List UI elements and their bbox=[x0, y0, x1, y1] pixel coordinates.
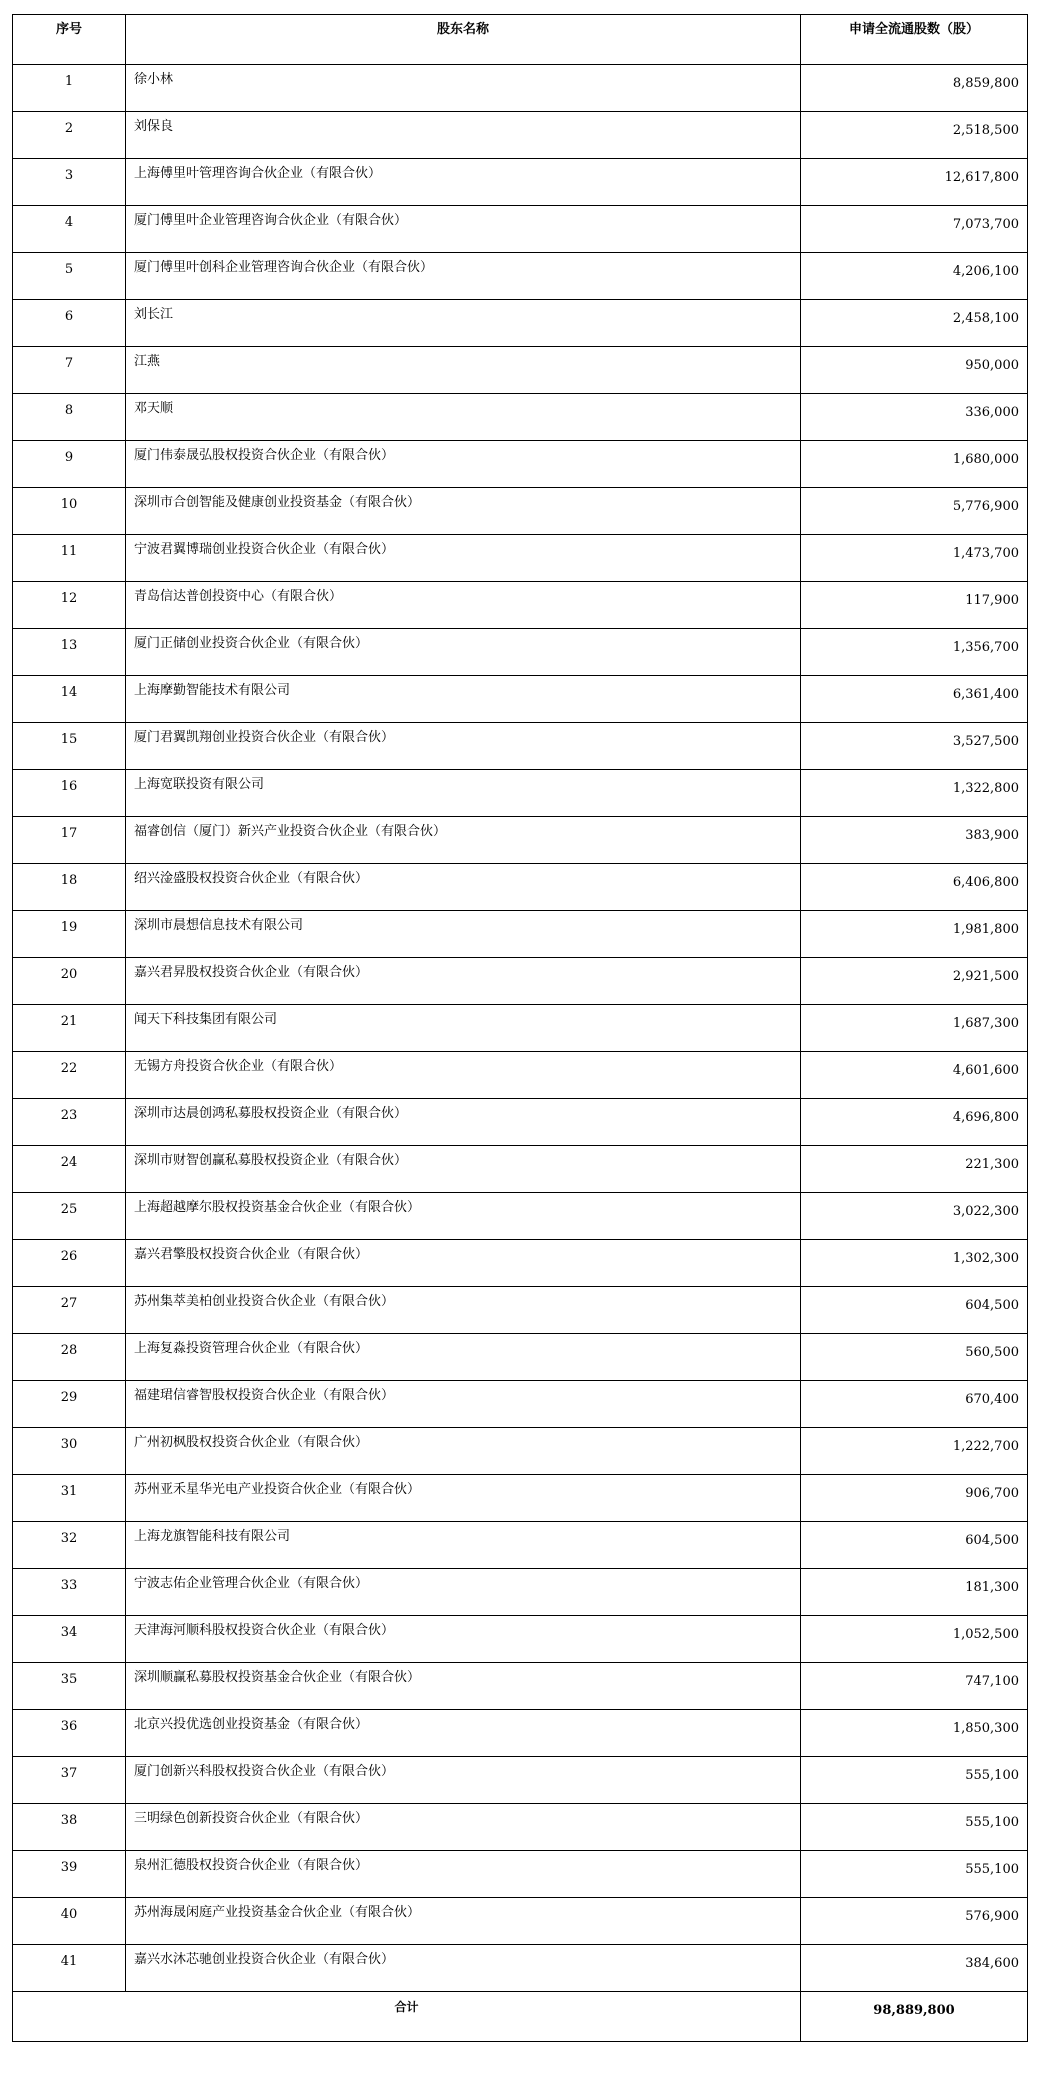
table-row bbox=[13, 1945, 1028, 1992]
row-shares: 1,322,800 bbox=[801, 770, 1028, 817]
row-shareholder-name: 厦门伟泰晟弘股权投资合伙企业（有限合伙） bbox=[126, 441, 801, 488]
table-row bbox=[13, 1287, 1028, 1334]
table-row bbox=[13, 770, 1028, 817]
table-row bbox=[13, 958, 1028, 1005]
row-index: 21 bbox=[13, 1005, 126, 1052]
row-index: 23 bbox=[13, 1099, 126, 1146]
row-shares: 3,022,300 bbox=[801, 1193, 1028, 1240]
row-shares: 1,052,500 bbox=[801, 1616, 1028, 1663]
row-shareholder-name: 福睿创信（厦门）新兴产业投资合伙企业（有限合伙） bbox=[126, 817, 801, 864]
row-shareholder-name: 上海摩勤智能技术有限公司 bbox=[126, 676, 801, 723]
table-row bbox=[13, 1804, 1028, 1851]
row-index: 30 bbox=[13, 1428, 126, 1475]
shareholder-table-container bbox=[12, 14, 1027, 2042]
table-row bbox=[13, 1428, 1028, 1475]
row-shares: 2,921,500 bbox=[801, 958, 1028, 1005]
row-shares: 560,500 bbox=[801, 1334, 1028, 1381]
row-shareholder-name: 青岛信达普创投资中心（有限合伙） bbox=[126, 582, 801, 629]
table-row bbox=[13, 1616, 1028, 1663]
row-shareholder-name: 上海复淼投资管理合伙企业（有限合伙） bbox=[126, 1334, 801, 1381]
row-shares: 117,900 bbox=[801, 582, 1028, 629]
row-index: 17 bbox=[13, 817, 126, 864]
row-index: 24 bbox=[13, 1146, 126, 1193]
row-shareholder-name: 深圳顺赢私募股权投资基金合伙企业（有限合伙） bbox=[126, 1663, 801, 1710]
row-shares: 7,073,700 bbox=[801, 206, 1028, 253]
row-index: 3 bbox=[13, 159, 126, 206]
table-row bbox=[13, 1334, 1028, 1381]
table-row bbox=[13, 1099, 1028, 1146]
row-shareholder-name: 厦门君翼凯翔创业投资合伙企业（有限合伙） bbox=[126, 723, 801, 770]
row-shares: 383,900 bbox=[801, 817, 1028, 864]
row-shares: 221,300 bbox=[801, 1146, 1028, 1193]
row-shares: 604,500 bbox=[801, 1522, 1028, 1569]
row-index: 2 bbox=[13, 112, 126, 159]
row-index: 38 bbox=[13, 1804, 126, 1851]
header-index: 序号 bbox=[13, 15, 126, 65]
row-index: 6 bbox=[13, 300, 126, 347]
row-index: 14 bbox=[13, 676, 126, 723]
row-shareholder-name: 深圳市财智创赢私募股权投资企业（有限合伙） bbox=[126, 1146, 801, 1193]
table-row bbox=[13, 676, 1028, 723]
row-shareholder-name: 厦门正储创业投资合伙企业（有限合伙） bbox=[126, 629, 801, 676]
row-index: 40 bbox=[13, 1898, 126, 1945]
row-index: 36 bbox=[13, 1710, 126, 1757]
row-index: 26 bbox=[13, 1240, 126, 1287]
row-shares: 3,527,500 bbox=[801, 723, 1028, 770]
table-row bbox=[13, 1146, 1028, 1193]
table-row bbox=[13, 1240, 1028, 1287]
row-shareholder-name: 厦门傅里叶创科企业管理咨询合伙企业（有限合伙） bbox=[126, 253, 801, 300]
row-shares: 906,700 bbox=[801, 1475, 1028, 1522]
row-index: 33 bbox=[13, 1569, 126, 1616]
row-index: 25 bbox=[13, 1193, 126, 1240]
header-shareholder-name: 股东名称 bbox=[126, 15, 801, 65]
table-row bbox=[13, 1851, 1028, 1898]
table-row bbox=[13, 112, 1028, 159]
row-index: 7 bbox=[13, 347, 126, 394]
table-row bbox=[13, 1569, 1028, 1616]
row-shares: 555,100 bbox=[801, 1757, 1028, 1804]
row-index: 35 bbox=[13, 1663, 126, 1710]
row-index: 5 bbox=[13, 253, 126, 300]
row-shareholder-name: 苏州集萃美柏创业投资合伙企业（有限合伙） bbox=[126, 1287, 801, 1334]
table-row bbox=[13, 1663, 1028, 1710]
row-index: 22 bbox=[13, 1052, 126, 1099]
table-row bbox=[13, 206, 1028, 253]
row-shareholder-name: 福建珺信睿智股权投资合伙企业（有限合伙） bbox=[126, 1381, 801, 1428]
row-shareholder-name: 上海宽联投资有限公司 bbox=[126, 770, 801, 817]
row-shareholder-name: 三明绿色创新投资合伙企业（有限合伙） bbox=[126, 1804, 801, 1851]
table-row bbox=[13, 1522, 1028, 1569]
row-shares: 576,900 bbox=[801, 1898, 1028, 1945]
row-shareholder-name: 深圳市合创智能及健康创业投资基金（有限合伙） bbox=[126, 488, 801, 535]
table-row bbox=[13, 723, 1028, 770]
row-shares: 604,500 bbox=[801, 1287, 1028, 1334]
header-row bbox=[13, 15, 1028, 65]
row-index: 32 bbox=[13, 1522, 126, 1569]
row-shareholder-name: 刘长江 bbox=[126, 300, 801, 347]
row-index: 39 bbox=[13, 1851, 126, 1898]
row-shares: 1,687,300 bbox=[801, 1005, 1028, 1052]
table-row bbox=[13, 629, 1028, 676]
header-shares: 申请全流通股数（股） bbox=[801, 15, 1028, 65]
row-index: 9 bbox=[13, 441, 126, 488]
row-shares: 6,361,400 bbox=[801, 676, 1028, 723]
table-row bbox=[13, 253, 1028, 300]
total-label: 合计 bbox=[13, 1992, 801, 2042]
row-index: 19 bbox=[13, 911, 126, 958]
table-body bbox=[13, 65, 1028, 1992]
total-shares: 98,889,800 bbox=[801, 1992, 1028, 2042]
row-shares: 4,696,800 bbox=[801, 1099, 1028, 1146]
table-row bbox=[13, 582, 1028, 629]
row-shares: 1,473,700 bbox=[801, 535, 1028, 582]
row-shareholder-name: 嘉兴君昇股权投资合伙企业（有限合伙） bbox=[126, 958, 801, 1005]
row-index: 29 bbox=[13, 1381, 126, 1428]
row-index: 34 bbox=[13, 1616, 126, 1663]
table-row bbox=[13, 159, 1028, 206]
row-index: 13 bbox=[13, 629, 126, 676]
row-index: 10 bbox=[13, 488, 126, 535]
table-row bbox=[13, 817, 1028, 864]
row-shares: 336,000 bbox=[801, 394, 1028, 441]
row-index: 41 bbox=[13, 1945, 126, 1992]
row-shares: 1,850,300 bbox=[801, 1710, 1028, 1757]
row-shares: 1,302,300 bbox=[801, 1240, 1028, 1287]
row-shares: 2,458,100 bbox=[801, 300, 1028, 347]
row-shareholder-name: 北京兴投优选创业投资基金（有限合伙） bbox=[126, 1710, 801, 1757]
row-shares: 8,859,800 bbox=[801, 65, 1028, 112]
table-row bbox=[13, 1898, 1028, 1945]
table-header bbox=[13, 15, 1028, 65]
row-shareholder-name: 上海龙旗智能科技有限公司 bbox=[126, 1522, 801, 1569]
table-row bbox=[13, 1193, 1028, 1240]
table-row bbox=[13, 347, 1028, 394]
row-shares: 384,600 bbox=[801, 1945, 1028, 1992]
table-footer bbox=[13, 1992, 1028, 2042]
row-shares: 1,680,000 bbox=[801, 441, 1028, 488]
row-shares: 12,617,800 bbox=[801, 159, 1028, 206]
row-shareholder-name: 泉州汇德股权投资合伙企业（有限合伙） bbox=[126, 1851, 801, 1898]
row-shares: 1,356,700 bbox=[801, 629, 1028, 676]
row-shareholder-name: 江燕 bbox=[126, 347, 801, 394]
row-shares: 747,100 bbox=[801, 1663, 1028, 1710]
row-shareholder-name: 嘉兴君擎股权投资合伙企业（有限合伙） bbox=[126, 1240, 801, 1287]
row-shareholder-name: 苏州亚禾星华光电产业投资合伙企业（有限合伙） bbox=[126, 1475, 801, 1522]
row-shares: 555,100 bbox=[801, 1851, 1028, 1898]
row-shares: 670,400 bbox=[801, 1381, 1028, 1428]
row-index: 18 bbox=[13, 864, 126, 911]
row-index: 1 bbox=[13, 65, 126, 112]
row-index: 16 bbox=[13, 770, 126, 817]
table-row bbox=[13, 488, 1028, 535]
shareholder-table bbox=[12, 14, 1028, 2042]
row-shares: 2,518,500 bbox=[801, 112, 1028, 159]
row-shareholder-name: 宁波君翼博瑞创业投资合伙企业（有限合伙） bbox=[126, 535, 801, 582]
row-shares: 5,776,900 bbox=[801, 488, 1028, 535]
row-index: 31 bbox=[13, 1475, 126, 1522]
row-shareholder-name: 绍兴淦盛股权投资合伙企业（有限合伙） bbox=[126, 864, 801, 911]
row-shareholder-name: 嘉兴水沐芯驰创业投资合伙企业（有限合伙） bbox=[126, 1945, 801, 1992]
row-shareholder-name: 厦门傅里叶企业管理咨询合伙企业（有限合伙） bbox=[126, 206, 801, 253]
row-shares: 555,100 bbox=[801, 1804, 1028, 1851]
table-row bbox=[13, 1757, 1028, 1804]
table-row bbox=[13, 65, 1028, 112]
table-row bbox=[13, 1052, 1028, 1099]
row-shareholder-name: 刘保良 bbox=[126, 112, 801, 159]
row-shares: 950,000 bbox=[801, 347, 1028, 394]
row-shareholder-name: 闻天下科技集团有限公司 bbox=[126, 1005, 801, 1052]
row-shares: 1,222,700 bbox=[801, 1428, 1028, 1475]
row-shareholder-name: 宁波志佑企业管理合伙企业（有限合伙） bbox=[126, 1569, 801, 1616]
row-index: 8 bbox=[13, 394, 126, 441]
row-shares: 6,406,800 bbox=[801, 864, 1028, 911]
row-index: 28 bbox=[13, 1334, 126, 1381]
row-index: 27 bbox=[13, 1287, 126, 1334]
row-index: 20 bbox=[13, 958, 126, 1005]
row-shareholder-name: 广州初枫股权投资合伙企业（有限合伙） bbox=[126, 1428, 801, 1475]
table-row bbox=[13, 911, 1028, 958]
row-shares: 181,300 bbox=[801, 1569, 1028, 1616]
row-shares: 4,206,100 bbox=[801, 253, 1028, 300]
table-row bbox=[13, 394, 1028, 441]
table-row bbox=[13, 1005, 1028, 1052]
row-shareholder-name: 上海超越摩尔股权投资基金合伙企业（有限合伙） bbox=[126, 1193, 801, 1240]
table-row bbox=[13, 300, 1028, 347]
row-shareholder-name: 深圳市达晨创鸿私募股权投资企业（有限合伙） bbox=[126, 1099, 801, 1146]
row-shareholder-name: 邓天顺 bbox=[126, 394, 801, 441]
row-shareholder-name: 深圳市晨想信息技术有限公司 bbox=[126, 911, 801, 958]
table-row bbox=[13, 1475, 1028, 1522]
row-index: 12 bbox=[13, 582, 126, 629]
total-row bbox=[13, 1992, 1028, 2042]
row-index: 4 bbox=[13, 206, 126, 253]
row-shareholder-name: 徐小林 bbox=[126, 65, 801, 112]
table-row bbox=[13, 1710, 1028, 1757]
row-shares: 1,981,800 bbox=[801, 911, 1028, 958]
row-index: 15 bbox=[13, 723, 126, 770]
row-index: 37 bbox=[13, 1757, 126, 1804]
row-shareholder-name: 天津海河顺科股权投资合伙企业（有限合伙） bbox=[126, 1616, 801, 1663]
table-row bbox=[13, 535, 1028, 582]
row-shareholder-name: 苏州海晟闲庭产业投资基金合伙企业（有限合伙） bbox=[126, 1898, 801, 1945]
row-shareholder-name: 无锡方舟投资合伙企业（有限合伙） bbox=[126, 1052, 801, 1099]
row-shareholder-name: 上海傅里叶管理咨询合伙企业（有限合伙） bbox=[126, 159, 801, 206]
row-index: 11 bbox=[13, 535, 126, 582]
table-row bbox=[13, 1381, 1028, 1428]
row-shareholder-name: 厦门创新兴科股权投资合伙企业（有限合伙） bbox=[126, 1757, 801, 1804]
table-row bbox=[13, 864, 1028, 911]
table-row bbox=[13, 441, 1028, 488]
row-shares: 4,601,600 bbox=[801, 1052, 1028, 1099]
